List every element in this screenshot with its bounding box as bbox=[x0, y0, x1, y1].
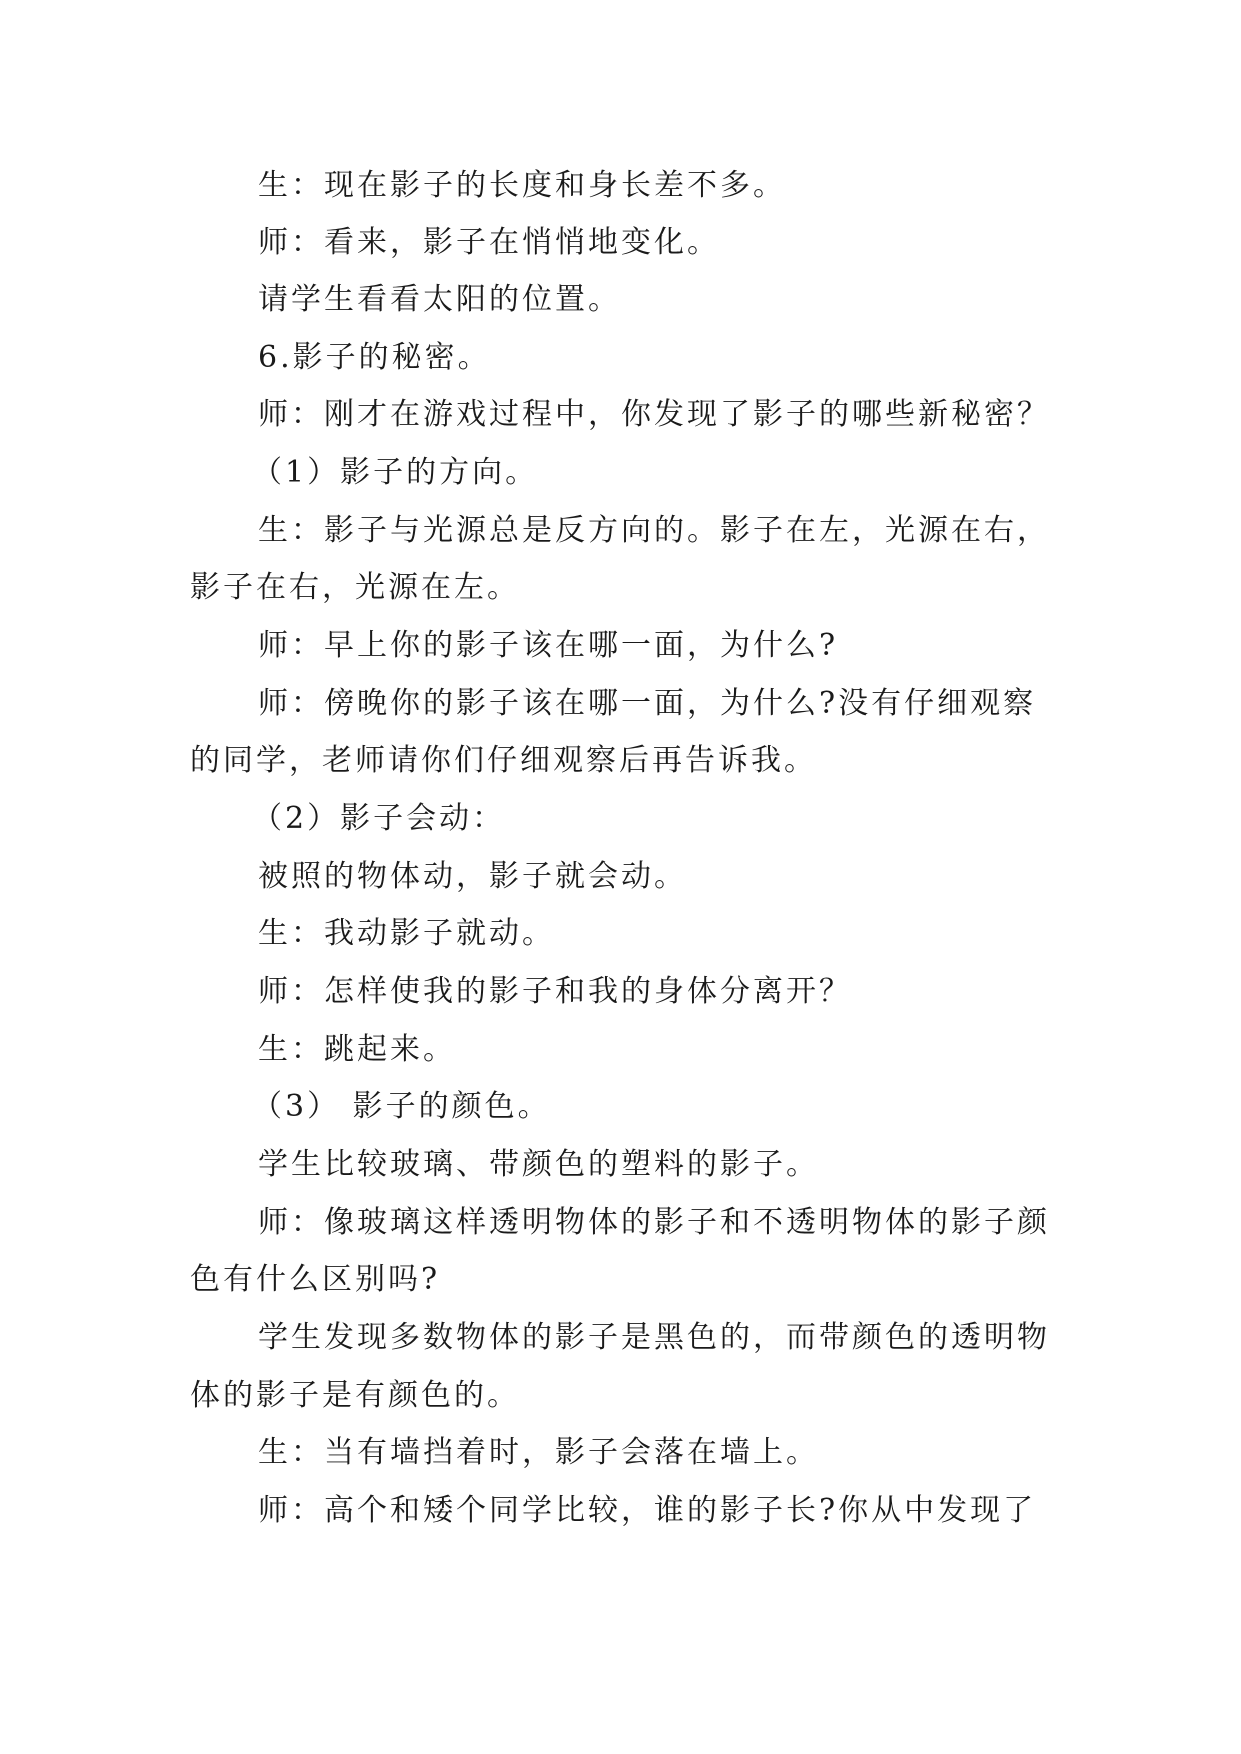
text-line: 学生比较玻璃、带颜色的塑料的影子。 bbox=[258, 1147, 819, 1182]
subsection-heading: （3） 影子的颜色。 bbox=[252, 1089, 551, 1124]
subsection-heading: （2）影子会动： bbox=[252, 801, 506, 836]
text-line: 色有什么区别吗? bbox=[190, 1262, 441, 1297]
text-line: 师：高个和矮个同学比较，谁的影子长?你从中发现了 bbox=[258, 1493, 1037, 1528]
text-line: 生：影子与光源总是反方向的。影子在左，光源在右， bbox=[258, 513, 1050, 548]
text-line: 影子在右，光源在左。 bbox=[190, 570, 520, 605]
section-heading: 6.影子的秘密。 bbox=[258, 340, 491, 375]
text-line: 的同学，老师请你们仔细观察后再告诉我。 bbox=[190, 743, 817, 778]
text-line: 师：怎样使我的影子和我的身体分离开？ bbox=[258, 974, 852, 1009]
text-line: 请学生看看太阳的位置。 bbox=[258, 282, 621, 317]
text-line: 师：刚才在游戏过程中，你发现了影子的哪些新秘密？ bbox=[258, 397, 1050, 432]
text-line: 师：看来，影子在悄悄地变化。 bbox=[258, 225, 720, 260]
text-line: 被照的物体动，影子就会动。 bbox=[258, 859, 687, 894]
text-line: 生：当有墙挡着时，影子会落在墙上。 bbox=[258, 1435, 819, 1470]
text-line: 体的影子是有颜色的。 bbox=[190, 1378, 520, 1413]
subsection-heading: （1）影子的方向。 bbox=[252, 455, 539, 490]
text-line: 师：像玻璃这样透明物体的影子和不透明物体的影子颜 bbox=[258, 1205, 1050, 1240]
text-line: 生：现在影子的长度和身长差不多。 bbox=[258, 168, 786, 203]
text-line: 学生发现多数物体的影子是黑色的，而带颜色的透明物 bbox=[258, 1320, 1050, 1355]
text-line: 师：傍晚你的影子该在哪一面，为什么?没有仔细观察 bbox=[258, 686, 1037, 721]
text-line: 师：早上你的影子该在哪一面，为什么? bbox=[258, 628, 839, 663]
text-line: 生：跳起来。 bbox=[258, 1032, 456, 1067]
text-line: 生：我动影子就动。 bbox=[258, 916, 555, 951]
